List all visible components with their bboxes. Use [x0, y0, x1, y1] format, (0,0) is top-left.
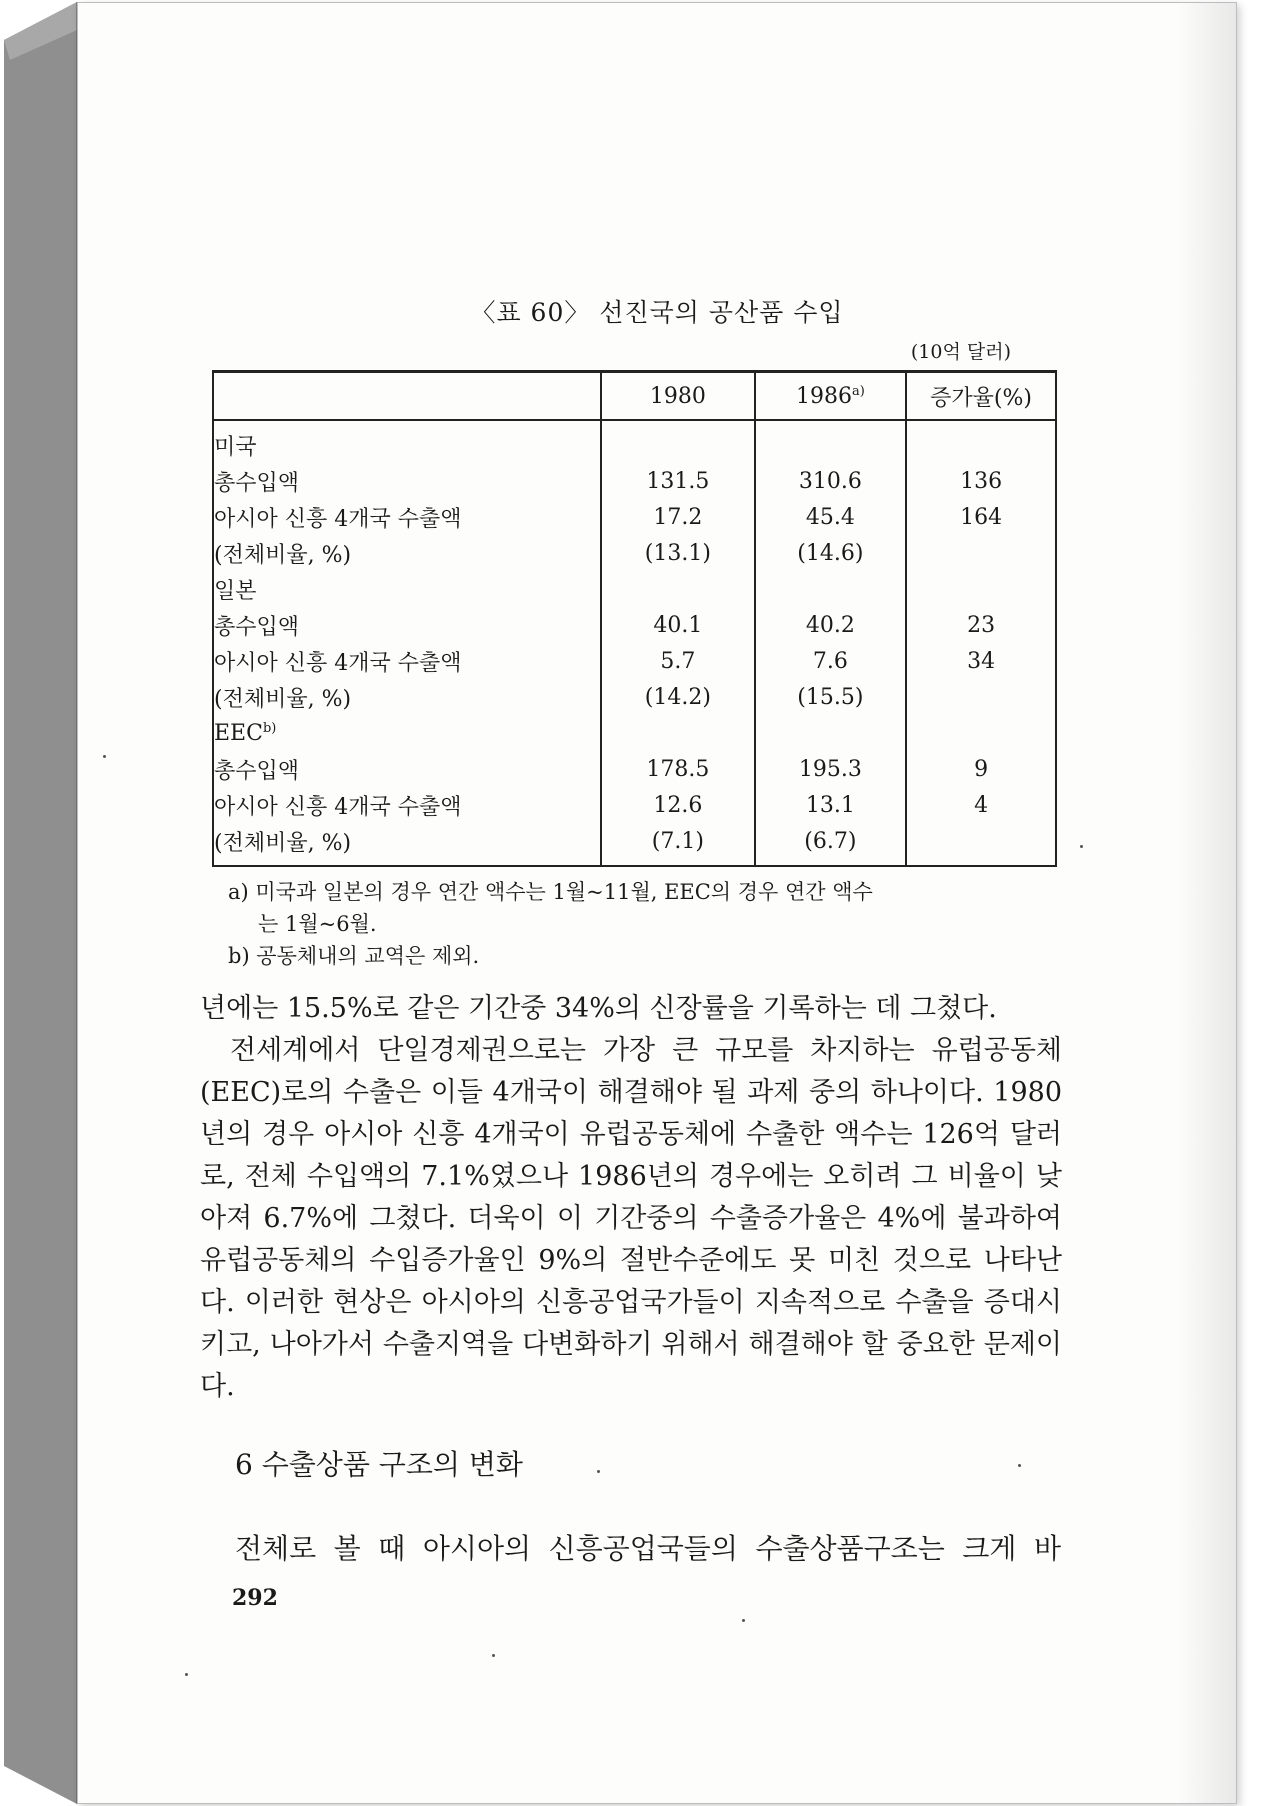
cell-1980: [601, 715, 754, 751]
scan-speck: [1080, 845, 1083, 848]
cell-1980: 40.1: [601, 607, 754, 643]
table-section-row: [213, 715, 1056, 751]
row-label: (전체비율, %): [213, 679, 601, 715]
table-row: [213, 679, 1056, 715]
cell-1986: 45.4: [755, 499, 907, 535]
book-spine-edge: [0, 0, 80, 1806]
page-number: 292: [232, 1585, 278, 1611]
header-1986: [755, 372, 907, 421]
table-row: [213, 643, 1056, 679]
cell-1986: [755, 715, 907, 751]
cell-1980: 178.5: [601, 751, 754, 787]
row-label: 아시아 신흥 4개국 수출액: [213, 787, 601, 823]
cell-1980: 131.5: [601, 463, 754, 499]
cell-1986: (15.5): [755, 679, 907, 715]
section-label: [213, 715, 601, 751]
import-table: [212, 370, 1057, 867]
page-edge-shadow: [1176, 3, 1236, 1803]
cell-growth: [906, 715, 1056, 751]
section-label-text: 미국: [214, 434, 257, 460]
row-label: 총수입액: [213, 751, 601, 787]
cell-1986: 7.6: [755, 643, 907, 679]
cell-growth: [906, 420, 1056, 463]
table-section-row: [213, 571, 1056, 607]
cell-growth: [906, 571, 1056, 607]
cell-growth: 34: [906, 643, 1056, 679]
next-paragraph-start: 전체로 볼 때 아시아의 신흥공업국들의 수출상품구조는 크게 바: [235, 1532, 1061, 1565]
cell-1986: 40.2: [755, 607, 907, 643]
header-empty: [213, 372, 601, 421]
table-row: [213, 463, 1056, 499]
header-1980: 1980: [601, 372, 754, 421]
scan-speck: [185, 1673, 188, 1676]
header-1986-label: 1986: [795, 383, 852, 409]
cell-growth: 9: [906, 751, 1056, 787]
table-row: [213, 535, 1056, 571]
cell-1980: (14.2): [601, 679, 754, 715]
cell-1986: [755, 571, 907, 607]
cell-growth: 164: [906, 499, 1056, 535]
section-label-text: EEC: [214, 720, 263, 746]
cell-growth: [906, 823, 1056, 866]
body-text: [200, 988, 1062, 1408]
section-label-text: 일본: [214, 578, 257, 604]
table-notes: [228, 876, 1058, 972]
scan-speck: [1018, 1464, 1021, 1467]
scan-speck: [103, 755, 106, 758]
cell-growth: 23: [906, 607, 1056, 643]
section-title: 6 수출상품 구조의 변화: [235, 1448, 523, 1481]
row-label: 총수입액: [213, 607, 601, 643]
table-header-row: [213, 372, 1056, 421]
table-row: [213, 787, 1056, 823]
cell-1986: 310.6: [755, 463, 907, 499]
row-label: 아시아 신흥 4개국 수출액: [213, 499, 601, 535]
cell-1980: 5.7: [601, 643, 754, 679]
cell-1986: 13.1: [755, 787, 907, 823]
table-row: [213, 499, 1056, 535]
cell-1980: [601, 420, 754, 463]
scan-speck: [742, 1619, 745, 1622]
table-row: [213, 823, 1056, 866]
section-label: [213, 571, 601, 607]
row-label: (전체비율, %): [213, 823, 601, 866]
table-row: [213, 607, 1056, 643]
section-label: [213, 420, 601, 463]
scan-speck: [597, 1470, 600, 1473]
cell-1986: (6.7): [755, 823, 907, 866]
section-label-footnote: b): [262, 720, 277, 736]
paragraph-2: 전세계에서 단일경제권으로는 가장 큰 규모를 차지하는 유럽공동체(EEC)로의 수출은 이들 4개국이 해결해야 될 과제 중의 하나이다. 1980년의 경우 아시아 신흥 4개국이 유럽공동체에 수출한 액수는 126억 달러로, 전체 수입액의 7.1%였으나 1986년의 경우에는 오히려 그 비율이 낮아져 6.7%에 그쳤다. 더욱이 이 기간중의 수출증가율은 4%에 불과하여 유럽공동체의 수입증가율인 9%의 절반수준에도 못 미친 것으로 나타난다. 이러한 현상은 아시아의 신흥공업국가들이 지속적으로 수출을 증대시키고, 나아가서 수출지역을 다변화하기 위해서 해결해야 할 중요한 문제이다.: [200, 1035, 1062, 1402]
note-a-continued: 는 1월~6월.: [258, 912, 377, 936]
row-label: 아시아 신흥 4개국 수출액: [213, 643, 601, 679]
cell-1986: 195.3: [755, 751, 907, 787]
cell-growth: 136: [906, 463, 1056, 499]
cell-growth: [906, 535, 1056, 571]
header-growth: 증가율(%): [906, 372, 1056, 421]
scan-speck: [492, 1654, 495, 1657]
note-b: b) 공동체내의 교역은 제외.: [228, 944, 480, 968]
note-a: a) 미국과 일본의 경우 연간 액수는 1월~11월, EEC의 경우 연간 액수: [228, 880, 873, 904]
cell-1986: [755, 420, 907, 463]
book-page: [77, 2, 1237, 1804]
cell-1986: (14.6): [755, 535, 907, 571]
cell-1980: 12.6: [601, 787, 754, 823]
table-unit: (10억 달러): [910, 341, 1011, 363]
paragraph-1: 년에는 15.5%로 같은 기간중 34%의 신장률을 기록하는 데 그쳤다.: [200, 993, 997, 1024]
row-label: 총수입액: [213, 463, 601, 499]
row-label: (전체비율, %): [213, 535, 601, 571]
cell-1980: (7.1): [601, 823, 754, 866]
table-row: [213, 751, 1056, 787]
header-1986-footnote: a): [851, 383, 865, 399]
cell-1980: [601, 571, 754, 607]
cell-growth: [906, 679, 1056, 715]
table-section-row: [213, 420, 1056, 463]
cell-1980: (13.1): [601, 535, 754, 571]
cell-growth: 4: [906, 787, 1056, 823]
table-caption: 〈표 60〉 선진국의 공산품 수입: [470, 298, 844, 327]
cell-1980: 17.2: [601, 499, 754, 535]
